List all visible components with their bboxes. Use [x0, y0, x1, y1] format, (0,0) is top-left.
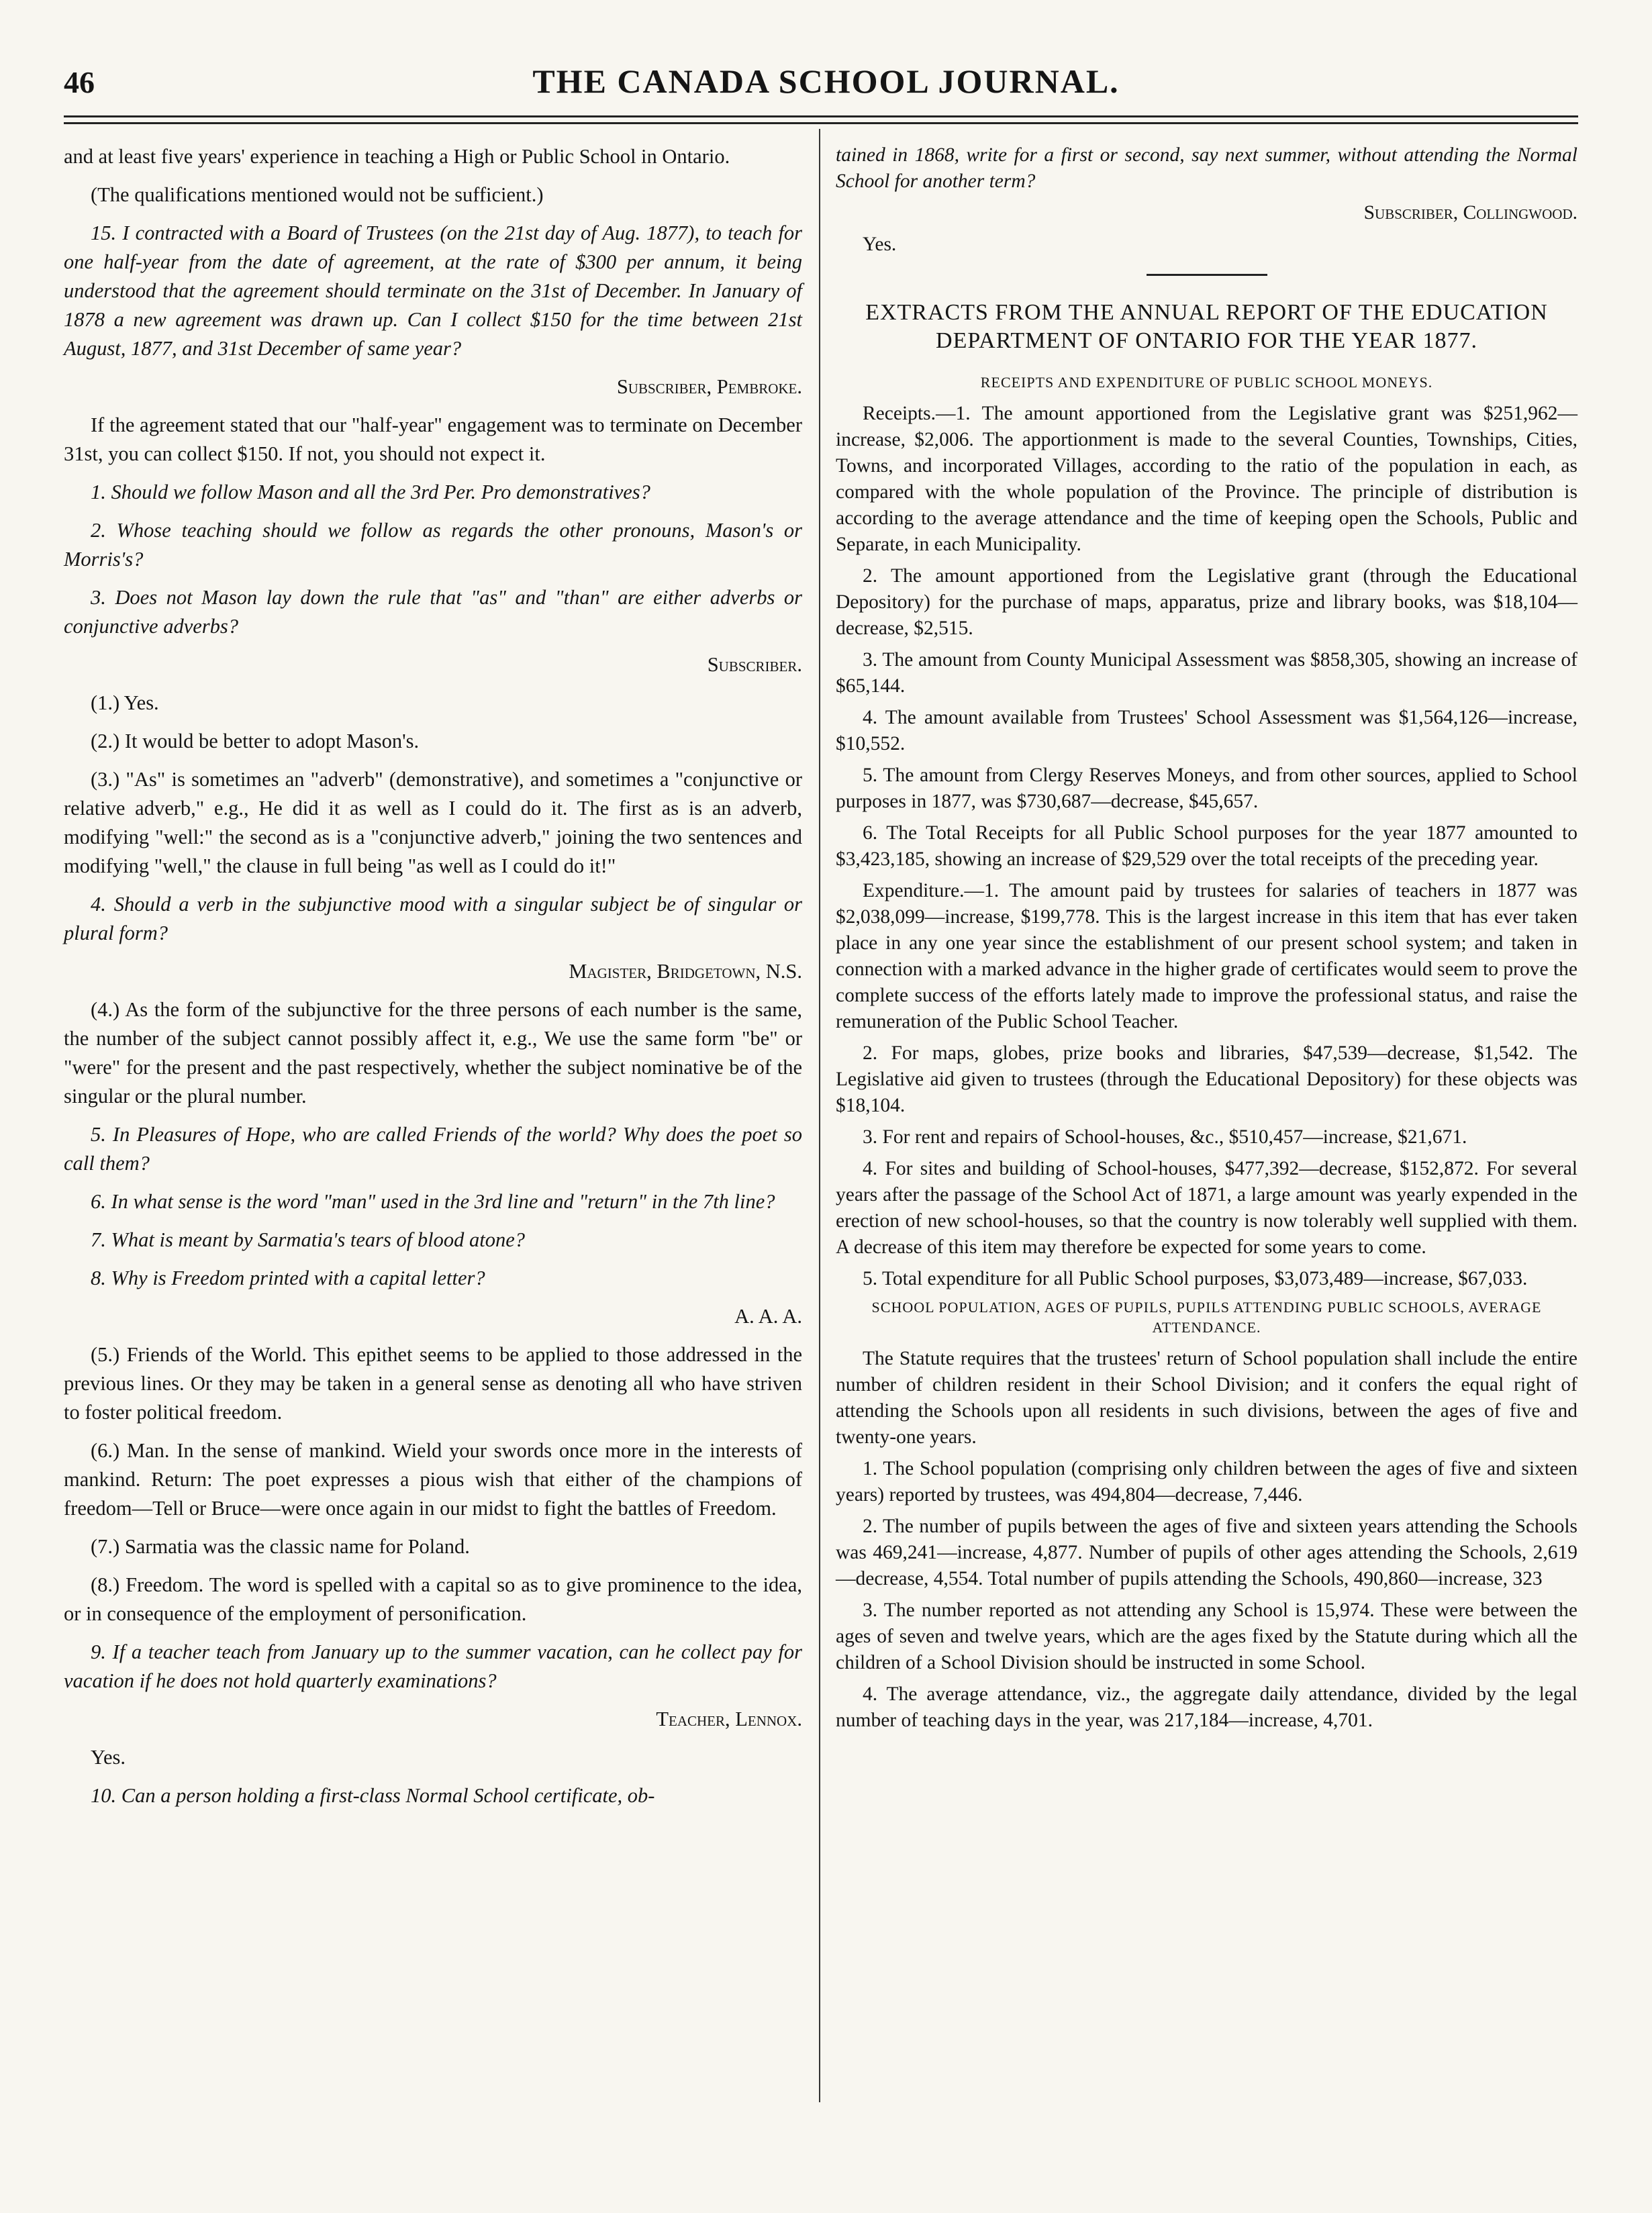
answer-1: (1.) Yes. — [91, 691, 159, 714]
question-1: 1. Should we follow Mason and all the 3rd Per. Pro demonstratives? — [91, 481, 650, 503]
question-10-continued: tained in 1868, write for a first or second, say next summer, without attending the Normal School for another term? — [836, 144, 1577, 192]
signature: Subscriber. — [707, 653, 802, 676]
answer-10: Yes. — [863, 234, 897, 255]
section-separator — [1147, 274, 1267, 276]
header-rule-top — [64, 115, 1578, 117]
receipts-6: 6. The Total Receipts for all Public School purposes for the year 1877 amounted to $3,423,185, showing an increase of $29,529 over the total receipts of the preceding year. — [836, 822, 1577, 870]
section-heading-receipts: RECEIPTS AND EXPENDITURE OF PUBLIC SCHOOL MONEYS. — [980, 374, 1433, 391]
answer-4: (4.) As the form of the subjunctive for the three persons of each number is the same, the number of the subject cannot possibly affect it, e.g., We use the same form "be" or "were" for the present and the past respectively, whether the subject nominative be of the singular or the plural number. — [64, 998, 802, 1108]
signature: Magister, Bridgetown, N.S. — [569, 960, 802, 983]
left-column — [64, 142, 802, 1820]
answer-15: If the agreement stated that our "half-year" engagement was to terminate on December 31st, you can collect $150. If not, you should not expect it. — [64, 413, 802, 465]
signature: Subscriber, Collingwood. — [1363, 202, 1577, 224]
column-divider — [819, 129, 820, 2102]
expenditure-4: 4. For sites and building of School-houses, $477,392—decrease, $152,872. For several years after the passage of the School Act of 1871, a large amount was yearly expended in the erection of new school-houses, so that the country is now tolerably well supplied with them. A decrease of this item may therefore be expected for some years to come. — [836, 1158, 1577, 1258]
answer-8: (8.) Freedom. The word is spelled with a capital so as to give prominence to the idea, or in consequence of the employment of personification. — [64, 1573, 802, 1625]
paragraph: and at least five years' experience in teaching a High or Public School in Ontario. — [64, 145, 730, 168]
population-1: 1. The School population (comprising only children between the ages of five and sixteen years) reported by trustees, was 494,804—decrease, 7,446. — [836, 1458, 1577, 1506]
extracts-title: EXTRACTS FROM THE ANNUAL REPORT OF THE EDUCATION DEPARTMENT OF ONTARIO FOR THE YEAR 1877. — [865, 300, 1548, 353]
right-column — [836, 142, 1577, 1739]
question-7: 7. What is meant by Sarmatia's tears of blood atone? — [91, 1228, 525, 1251]
signature: Teacher, Lennox. — [656, 1708, 802, 1730]
question-5: 5. In Pleasures of Hope, who are called Friends of the world? Why does the poet so call them? — [64, 1123, 802, 1175]
journal-title: THE CANADA SCHOOL JOURNAL. — [532, 62, 1120, 100]
question-15: 15. I contracted with a Board of Trustees (on the 21st day of Aug. 1877), to teach for one half-year from the date of agreement, at the rate of $300 per annum, it being understood that the agreement should terminate on the 31st of December. In January of 1878 a new agreement was drawn up. Can I collect $150 for the time between 21st August, 1877, and 31st December of same year? — [64, 222, 802, 360]
population-3: 3. The number reported as not attending any School is 15,974. These were between the ages of seven and twelve years, which are the ages fixed by the Statute during which all the children of a School Division should be instructed in some School. — [836, 1600, 1577, 1673]
answer-3: (3.) "As" is sometimes an "adverb" (demonstrative), and sometimes a "conjunctive or relative adverb," e.g., He did it as well as I could do it. The first as is an adverb, modifying "well:" the second as is a "conjunctive adverb," joining the two sentences and modifying "well," the clause in full being "as well as I could do it!" — [64, 768, 802, 877]
question-2: 2. Whose teaching should we follow as regards the other pronouns, Mason's or Morris's? — [64, 519, 802, 571]
page-number: 46 — [64, 65, 95, 99]
receipts-4: 4. The amount available from Trustees' School Assessment was $1,564,126—increase, $10,552. — [836, 707, 1577, 754]
answer-2: (2.) It would be better to adopt Mason's. — [91, 730, 420, 752]
section-heading-population: SCHOOL POPULATION, AGES OF PUPILS, PUPILS ATTENDING PUBLIC SCHOOLS, AVERAGE ATTENDANCE. — [871, 1299, 1542, 1336]
question-9: 9. If a teacher teach from January up to the summer vacation, can he collect pay for vacation if he does not hold quarterly examinations? — [64, 1640, 802, 1692]
expenditure-3: 3. For rent and repairs of School-houses, &c., $510,457—increase, $21,671. — [863, 1126, 1467, 1148]
answer-9: Yes. — [91, 1746, 126, 1769]
expenditure-2: 2. For maps, globes, prize books and libraries, $47,539—decrease, $1,542. The Legislative aid given to trustees (through the Educational Depository) for these objects was $18,104. — [836, 1042, 1577, 1116]
expenditure-5: 5. Total expenditure for all Public School purposes, $3,073,489—increase, $67,033. — [863, 1268, 1528, 1289]
signature: A. A. A. — [734, 1305, 802, 1328]
expenditure-1: Expenditure.—1. The amount paid by trustees for salaries of teachers in 1877 was $2,038,099—increase, $199,778. This is the largest increase in this item that has ever taken place in any one year since the establishment of our present school system; and taken in connection with a marked advance in the higher grade of certificates would seem to prove the complete success of the efforts lately made to improve the professional status, and raise the remuneration of the Public School Teacher. — [836, 880, 1577, 1032]
header-rule-bottom — [64, 122, 1578, 124]
receipts-1: Receipts.—1. The amount apportioned from the Legislative grant was $251,962—increase, $2,006. The apportionment is made to the several Counties, Townships, Cities, Towns, and incorporated Villages, according to the ratio of the population in each, as compared with the whole population of the Province. The principle of distribution is according to the average attendance and the time of keeping open the Schools, Public and Separate, in each Municipality. — [836, 403, 1577, 555]
population-2: 2. The number of pupils between the ages of five and sixteen years attending the Schools was 469,241—increase, 4,877. Number of pupils of other ages attending the Schools, 2,619—decrease, 4,554. Total number of pupils attending the Schools, 490,860—increase, 323 — [836, 1516, 1577, 1589]
answer-6: (6.) Man. In the sense of mankind. Wield your swords once more in the interests of mankind. Return: The poet expresses a pious wish that either of the champions of freedom—Tell or Bruce—were once again in our midst to fight the battles of Freedom. — [64, 1439, 802, 1520]
receipts-3: 3. The amount from County Municipal Assessment was $858,305, showing an increase of $65,144. — [836, 649, 1577, 697]
question-3: 3. Does not Mason lay down the rule that "as" and "than" are either adverbs or conjunctive adverbs? — [64, 586, 802, 638]
question-8: 8. Why is Freedom printed with a capital letter? — [91, 1267, 485, 1289]
receipts-2: 2. The amount apportioned from the Legislative grant (through the Educational Depository) for the purchase of maps, apparatus, prize and library books, was $18,104—decrease, $2,515. — [836, 565, 1577, 639]
receipts-5: 5. The amount from Clergy Reserves Moneys, and from other sources, applied to School purposes in 1877, was $730,687—decrease, $45,657. — [836, 765, 1577, 812]
answer-7: (7.) Sarmatia was the classic name for Poland. — [91, 1535, 470, 1558]
population-4: 4. The average attendance, viz., the aggregate daily attendance, divided by the legal number of teaching days in the year, was 217,184—increase, 4,701. — [836, 1683, 1577, 1731]
signature: Subscriber, Pembroke. — [616, 375, 802, 398]
population-intro: The Statute requires that the trustees' return of School population shall include the entire number of children resident in their School Division; and it confers the equal right of attending the Schools upon all residents in such divisions, between the ages of five and twenty-one years. — [836, 1348, 1577, 1448]
question-10: 10. Can a person holding a first-class Normal School certificate, ob- — [91, 1784, 655, 1807]
answer-5: (5.) Friends of the World. This epithet seems to be applied to those addressed in the previous lines. Or they may be taken in a general sense as denoting all who have striven to foster political freedom. — [64, 1343, 802, 1424]
question-6: 6. In what sense is the word "man" used in the 3rd line and "return" in the 7th line? — [91, 1190, 775, 1213]
question-4: 4. Should a verb in the subjunctive mood with a singular subject be of singular or plural form? — [64, 893, 802, 944]
paragraph: (The qualifications mentioned would not be sufficient.) — [91, 183, 544, 206]
